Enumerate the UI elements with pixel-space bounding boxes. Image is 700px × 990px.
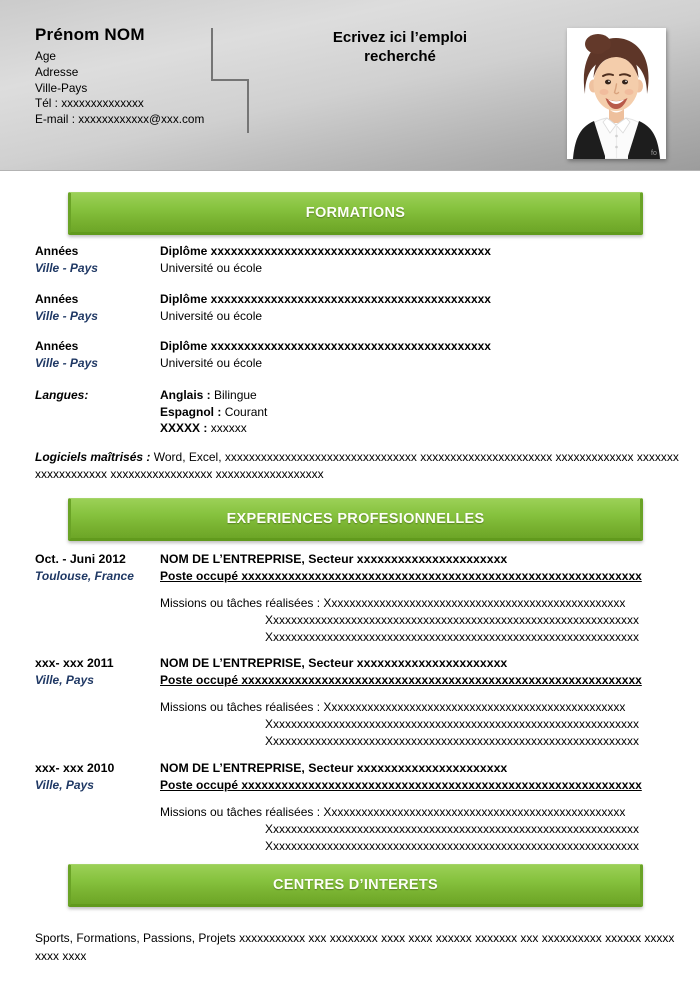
avatar-illustration bbox=[567, 28, 666, 159]
education-years: Années bbox=[35, 292, 79, 306]
missions-line: Xxxxxxxxxxxxxxxxxxxxxxxxxxxxxxxxxxxxxxxxxxxxxxxxxxxxxxxxxxxxxx bbox=[265, 734, 640, 748]
missions-line: Missions ou tâches réalisées : Xxxxxxxxxxxxxxxxxxxxxxxxxxxxxxxxxxxxxxxxxxxxxxxxxx bbox=[160, 700, 626, 714]
education-diploma: Diplôme xxxxxxxxxxxxxxxxxxxxxxxxxxxxxxxxxxxxxxxxxx bbox=[160, 339, 491, 353]
section-banner-experiences bbox=[68, 498, 643, 541]
missions-block bbox=[160, 699, 675, 750]
header bbox=[0, 0, 700, 171]
education-years: Années bbox=[35, 244, 79, 258]
education-diploma: Diplôme xxxxxxxxxxxxxxxxxxxxxxxxxxxxxxxxxxxxxxxxxx bbox=[160, 244, 491, 258]
city-line: Ville-Pays bbox=[35, 80, 88, 95]
missions-block bbox=[160, 595, 675, 646]
language-line: Anglais : Bilingue bbox=[160, 388, 257, 402]
software-label: Logiciels maîtrisés : bbox=[35, 450, 151, 464]
education-diploma: Diplôme xxxxxxxxxxxxxxxxxxxxxxxxxxxxxxxxxxxxxxxxxx bbox=[160, 292, 491, 306]
missions-line: Xxxxxxxxxxxxxxxxxxxxxxxxxxxxxxxxxxxxxxxxxxxxxxxxxxxxxxxxxxxxxx bbox=[265, 630, 640, 644]
language-line: Espagnol : Courant bbox=[160, 404, 268, 419]
missions-line: Missions ou tâches réalisées : Xxxxxxxxxxxxxxxxxxxxxxxxxxxxxxxxxxxxxxxxxxxxxxxxxx bbox=[160, 805, 626, 819]
experience-date: Oct. - Juni 2012 bbox=[35, 552, 126, 566]
missions-line: Missions ou tâches réalisées : Xxxxxxxxxxxxxxxxxxxxxxxxxxxxxxxxxxxxxxxxxxxxxxxxxx bbox=[160, 596, 626, 610]
experience-entry bbox=[35, 655, 675, 750]
education-place: Ville - Pays bbox=[35, 261, 98, 275]
missions-line: Xxxxxxxxxxxxxxxxxxxxxxxxxxxxxxxxxxxxxxxxxxxxxxxxxxxxxxxxxxxxxx bbox=[265, 839, 640, 853]
experience-position: Poste occupé xxxxxxxxxxxxxxxxxxxxxxxxxxxxxxxxxxxxxxxxxxxxxxxxxxxxxxxxxxxx bbox=[160, 673, 642, 687]
address-line: Adresse bbox=[35, 64, 79, 79]
email-line: E-mail : xxxxxxxxxxxx@xxx.com bbox=[35, 112, 205, 127]
experience-place: Ville, Pays bbox=[35, 673, 94, 687]
experience-position: Poste occupé xxxxxxxxxxxxxxxxxxxxxxxxxxxxxxxxxxxxxxxxxxxxxxxxxxxxxxxxxxxx bbox=[160, 569, 642, 583]
languages-block bbox=[35, 387, 675, 437]
experience-company: NOM DE L’ENTREPRISE, Secteur xxxxxxxxxxxxxxxxxxxxxx bbox=[160, 552, 508, 566]
interests-text: Sports, Formations, Passions, Projets xxxxxxxxxxx xxx xxxxxxxx xxxx xxxx xxxxxx xxxxxxx xxx xxxxxxxxxx xxxxxx xxxxx xxxx xxxx bbox=[35, 931, 675, 963]
section-banner-interests bbox=[68, 864, 643, 907]
languages-label: Langues: bbox=[35, 388, 89, 402]
missions-line: Xxxxxxxxxxxxxxxxxxxxxxxxxxxxxxxxxxxxxxxxxxxxxxxxxxxxxxxxxxxxxx bbox=[265, 717, 640, 731]
education-place: Ville - Pays bbox=[35, 309, 98, 323]
education-years: Années bbox=[35, 339, 79, 353]
experience-position: Poste occupé xxxxxxxxxxxxxxxxxxxxxxxxxxxxxxxxxxxxxxxxxxxxxxxxxxxxxxxxxxxx bbox=[160, 778, 642, 792]
experience-place: Toulouse, France bbox=[35, 569, 134, 583]
missions-block bbox=[160, 804, 675, 855]
photo-watermark: fo bbox=[651, 150, 657, 157]
section-title: FORMATIONS bbox=[305, 204, 406, 221]
language-line: XXXXX : xxxxxx bbox=[160, 421, 247, 435]
experience-company: NOM DE L’ENTREPRISE, Secteur xxxxxxxxxxxxxxxxxxxxxx bbox=[160, 656, 508, 670]
job-target-title: Ecrivez ici l’emploi recherché bbox=[332, 29, 468, 65]
software-block bbox=[35, 449, 680, 483]
education-school: Université ou école bbox=[160, 356, 263, 370]
education-school: Université ou école bbox=[160, 309, 263, 323]
experience-entry bbox=[35, 760, 675, 855]
experience-place: Ville, Pays bbox=[35, 778, 94, 792]
age-line: Age bbox=[35, 49, 56, 63]
education-entry bbox=[35, 291, 675, 325]
experience-date: xxx- xxx 2010 bbox=[35, 761, 115, 775]
missions-line: Xxxxxxxxxxxxxxxxxxxxxxxxxxxxxxxxxxxxxxxxxxxxxxxxxxxxxxxxxxxxxx bbox=[265, 613, 640, 627]
software-text: Word, Excel, xxxxxxxxxxxxxxxxxxxxxxxxxxxxxxxx xxxxxxxxxxxxxxxxxxxxxx xxxxxxxxxxxxx xxxxxxx xxxxxxxxxxxx xxxxxxxxxxxxxxxxx xxxxxxxxxxxxxxxxxx bbox=[35, 450, 679, 481]
education-place: Ville - Pays bbox=[35, 356, 98, 370]
education-entry bbox=[35, 338, 675, 372]
education-school: Université ou école bbox=[160, 261, 263, 275]
section-title: EXPERIENCES PROFESIONNELLES bbox=[226, 510, 485, 527]
phone-line: Tél : xxxxxxxxxxxxxx bbox=[35, 96, 144, 111]
missions-line: Xxxxxxxxxxxxxxxxxxxxxxxxxxxxxxxxxxxxxxxxxxxxxxxxxxxxxxxxxxxxxx bbox=[265, 822, 640, 836]
section-banner-formations bbox=[68, 192, 643, 235]
section-title: CENTRES D’INTERETS bbox=[273, 876, 438, 893]
experience-entry bbox=[35, 551, 675, 646]
education-entry bbox=[35, 243, 675, 277]
experience-date: xxx- xxx 2011 bbox=[35, 656, 114, 670]
person-name: Prénom NOM bbox=[35, 25, 145, 44]
experience-company: NOM DE L’ENTREPRISE, Secteur xxxxxxxxxxxxxxxxxxxxxx bbox=[160, 761, 508, 775]
profile-photo bbox=[567, 28, 666, 159]
